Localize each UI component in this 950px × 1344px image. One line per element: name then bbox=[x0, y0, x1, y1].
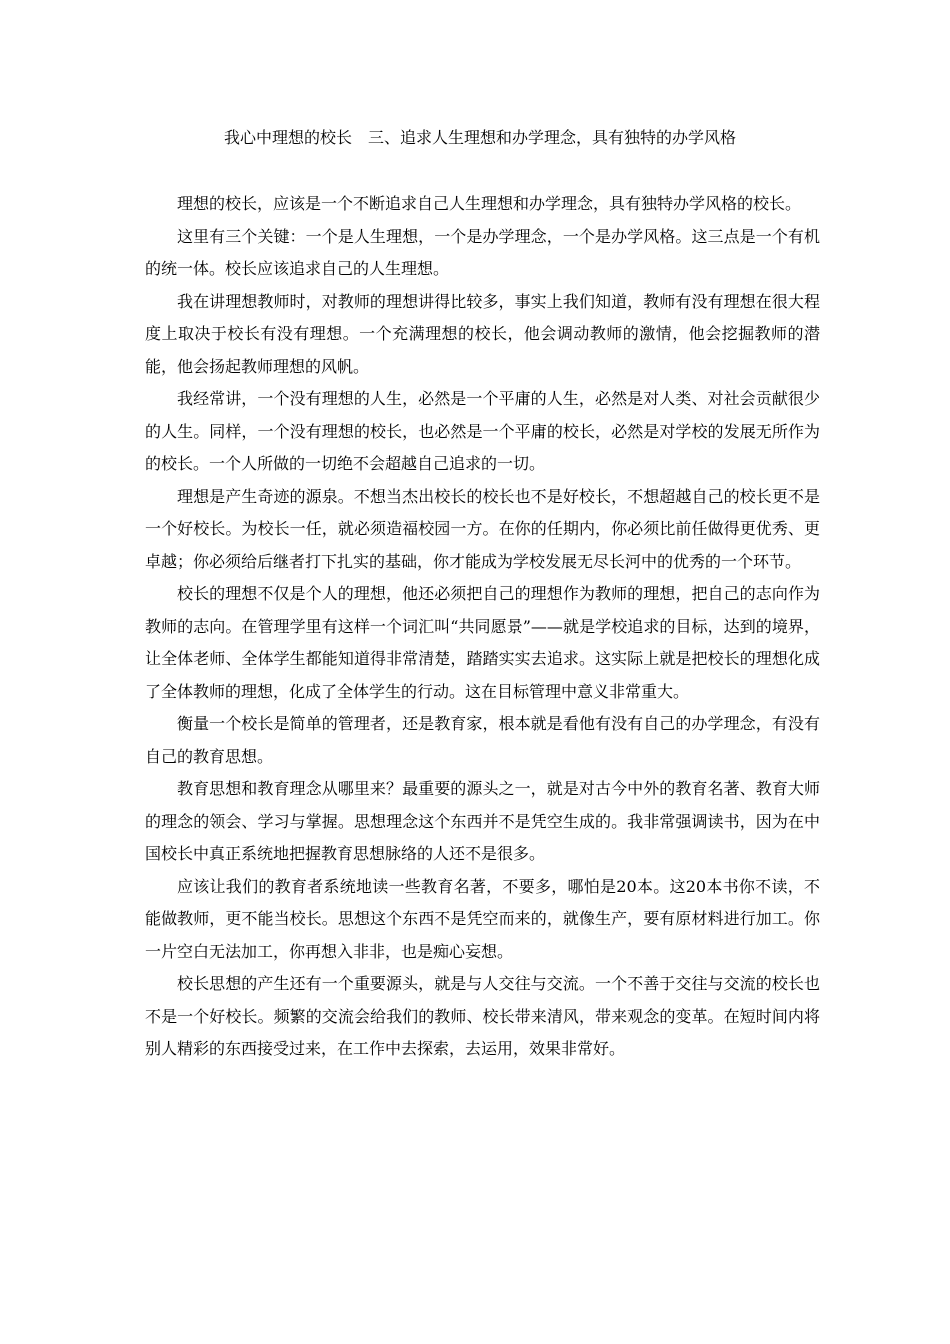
paragraph-6: 校长的理想不仅是个人的理想，他还必须把自己的理想作为教师的理想，把自己的志向作为教师的志向。在管理学里有这样一个词汇叫“共同愿景”——就是学校追求的目标，达到的境界，让全体老师、全体学生都能知道得非常清楚，踏踏实实去追求。这实际上就是把校长的理想化成了全体教师的理想，化成了全体学生的行动。这在目标管理中意义非常重大。 bbox=[145, 584, 820, 701]
paragraph-7: 衡量一个校长是简单的管理者，还是教育家，根本就是看他有没有自己的办学理念，有没有自己的教育思想。 bbox=[145, 714, 820, 766]
paragraph-1: 理想的校长，应该是一个不断追求自己人生理想和办学理念，具有独特办学风格的校长。 bbox=[177, 194, 802, 213]
paragraph-10: 校长思想的产生还有一个重要源头，就是与人交往与交流。一个不善于交往与交流的校长也不是一个好校长。频繁的交流会给我们的教师、校长带来清风，带来观念的变革。在短时间内将别人精彩的东西接受过来，在工作中去探索，去运用，效果非常好。 bbox=[145, 974, 820, 1058]
paragraph-4: 我经常讲，一个没有理想的人生，必然是一个平庸的人生，必然是对人类、对社会贡献很少的人生。同样，一个没有理想的校长，也必然是一个平庸的校长，必然是对学校的发展无所作为的校长。一个人所做的一切绝不会超越自己追求的一切。 bbox=[145, 389, 820, 473]
paragraph-3: 我在讲理想教师时，对教师的理想讲得比较多，事实上我们知道，教师有没有理想在很大程度上取决于校长有没有理想。一个充满理想的校长，他会调动教师的激情，他会挖掘教师的潜能，他会扬起教师理想的风帆。 bbox=[145, 291, 820, 376]
document-body bbox=[145, 188, 820, 1066]
paragraph-9: 应该让我们的教育者系统地读一些教育名著，不要多，哪怕是20本。这20本书你不读，不能做教师，更不能当校长。思想这个东西不是凭空而来的，就像生产，要有原材料进行加工。你一片空白无法加工，你再想入非非，也是痴心妄想。 bbox=[145, 876, 820, 961]
document-title: 我心中理想的校长 三、追求人生理想和办学理念，具有独特的办学风格 bbox=[223, 128, 736, 147]
paragraph-2: 这里有三个关键：一个是人生理想，一个是办学理念，一个是办学风格。这三点是一个有机的统一体。校长应该追求自己的人生理想。 bbox=[145, 226, 820, 278]
paragraph-8: 教育思想和教育理念从哪里来？最重要的源头之一，就是对古今中外的教育名著、教育大师的理念的领会、学习与掌握。思想理念这个东西并不是凭空生成的。我非常强调读书，因为在中国校长中真正系统地把握教育思想脉络的人还不是很多。 bbox=[145, 779, 820, 863]
paragraph-5: 理想是产生奇迹的源泉。不想当杰出校长的校长也不是好校长，不想超越自己的校长更不是一个好校长。为校长一任，就必须造福校园一方。在你的任期内，你必须比前任做得更优秀、更卓越；你必须给后继者打下扎实的基础，你才能成为学校发展无尽长河中的优秀的一个环节。 bbox=[145, 486, 820, 571]
